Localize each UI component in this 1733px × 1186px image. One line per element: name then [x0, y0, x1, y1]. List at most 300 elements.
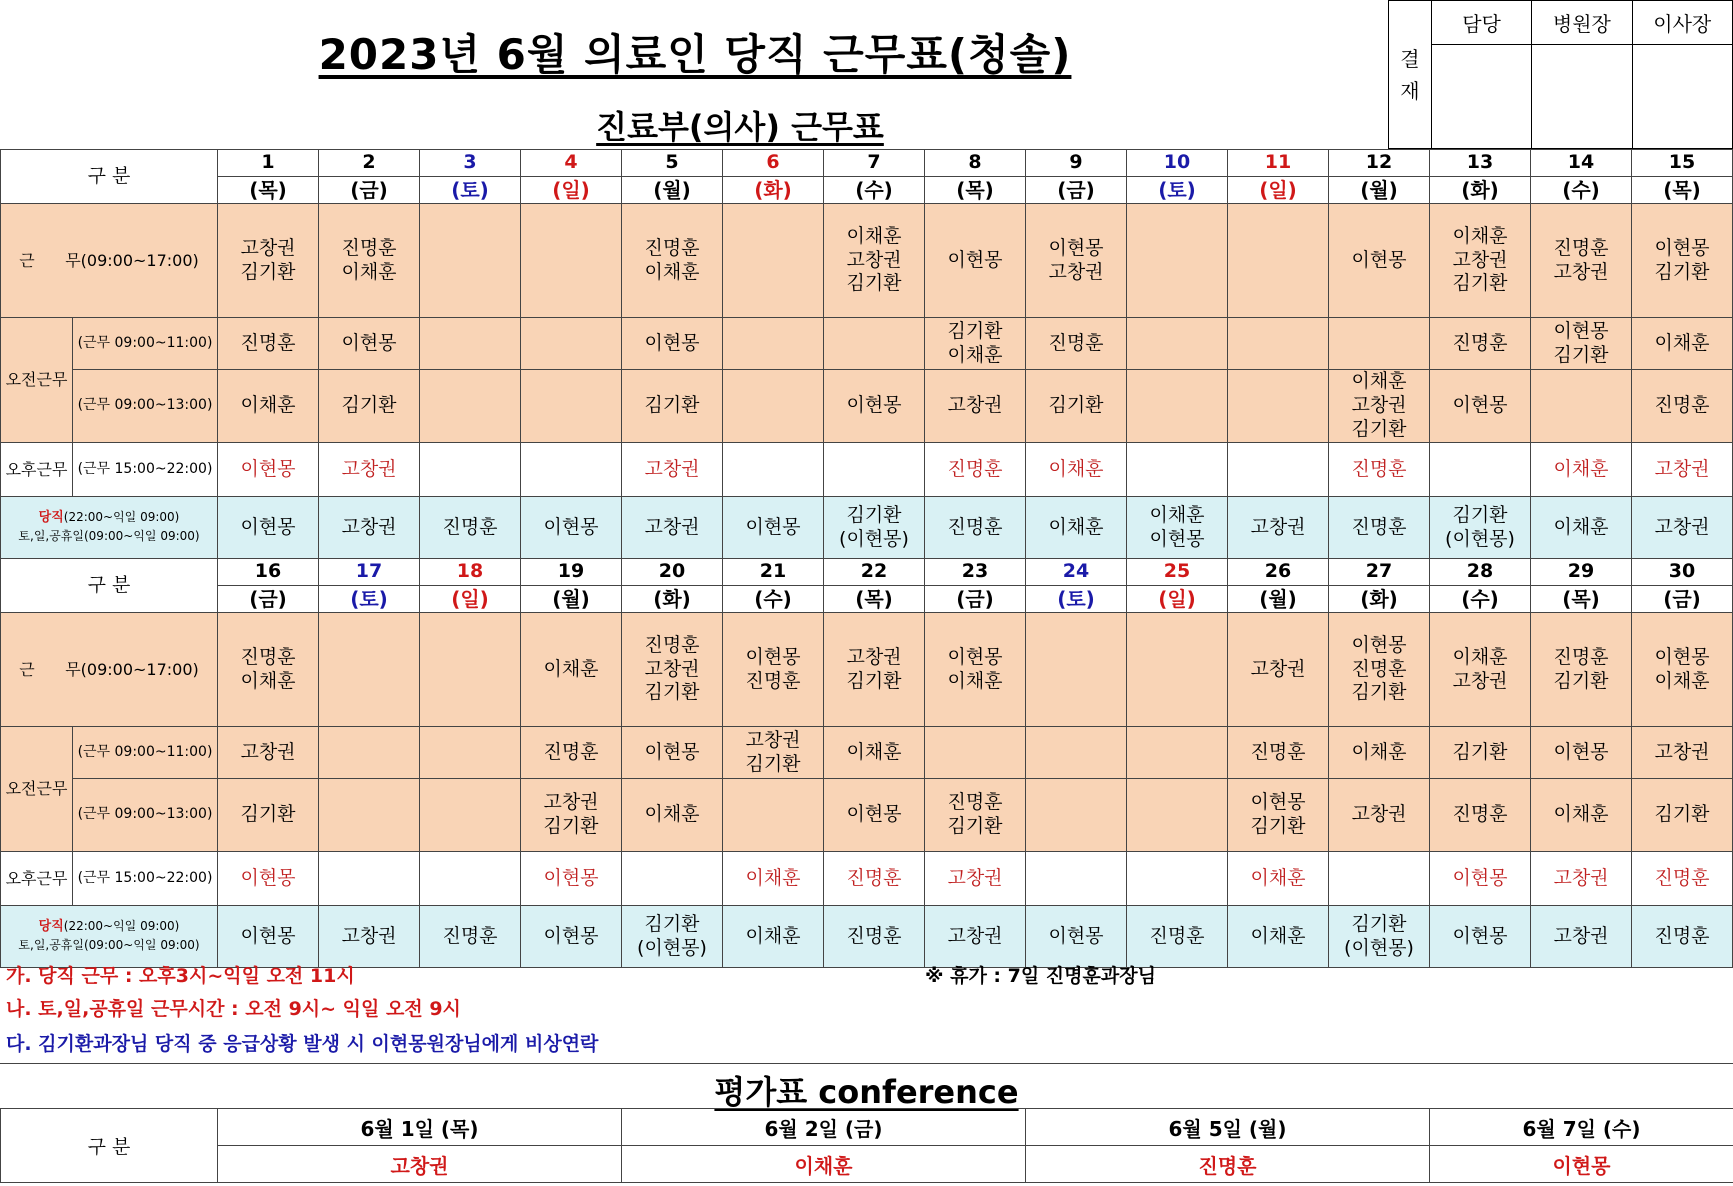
staff-name: 이현몽	[240, 515, 296, 538]
staff-name: 고창권	[1048, 260, 1104, 283]
label-duty-title: 당직	[38, 919, 64, 935]
staff-name: 이현몽	[1452, 394, 1508, 417]
staff-name: 진명훈	[543, 740, 599, 763]
shift-cell-morning2[interactable]	[1632, 370, 1733, 443]
shift-cell-duty[interactable]	[622, 906, 723, 968]
shift-cell-duty[interactable]	[1329, 906, 1430, 968]
shift-cell-afternoon[interactable]	[218, 443, 319, 497]
weekday-label: (금)	[925, 586, 1026, 613]
shift-cell-afternoon[interactable]	[1127, 852, 1228, 906]
day-number: 2	[319, 150, 420, 177]
shift-cell-duty[interactable]	[925, 906, 1026, 968]
shift-cell-work[interactable]	[1531, 204, 1632, 318]
staff-name: 김기환	[1351, 681, 1407, 704]
staff-name: 김기환	[846, 272, 902, 295]
shift-cell-duty[interactable]	[420, 497, 521, 559]
staff-name: 김기환	[1048, 394, 1104, 417]
shift-cell-work[interactable]	[1632, 613, 1733, 727]
shift-cell-duty[interactable]	[1430, 906, 1531, 968]
shift-cell-morning1[interactable]	[925, 727, 1026, 779]
staff-name: 진명훈	[1654, 924, 1710, 947]
shift-cell-work[interactable]	[1026, 204, 1127, 318]
staff-name: 이현몽	[240, 866, 296, 889]
staff-name: 이채훈	[644, 803, 700, 826]
shift-cell-morning1[interactable]	[1329, 727, 1430, 779]
shift-cell-morning1[interactable]	[622, 318, 723, 370]
shift-cell-work[interactable]	[824, 613, 925, 727]
label-duty-holiday: 토,일,공휴일(09:00~익일 09:00)	[18, 529, 200, 544]
shift-cell-morning1[interactable]	[1430, 318, 1531, 370]
shift-cell-morning2[interactable]	[1430, 370, 1531, 443]
shift-cell-morning2[interactable]	[824, 779, 925, 852]
staff-name: 고창권	[644, 457, 700, 480]
shift-cell-duty[interactable]	[1127, 497, 1228, 559]
shift-cell-work[interactable]	[622, 204, 723, 318]
weekday-label: (수)	[723, 586, 824, 613]
divider	[0, 1063, 1733, 1064]
shift-cell-afternoon[interactable]	[1531, 852, 1632, 906]
shift-cell-morning1[interactable]	[218, 318, 319, 370]
shift-cell-morning1[interactable]	[723, 727, 824, 779]
shift-cell-morning1[interactable]	[1531, 318, 1632, 370]
shift-cell-duty[interactable]	[1430, 497, 1531, 559]
shift-cell-morning1[interactable]	[1228, 318, 1329, 370]
staff-name: 이채훈	[1149, 503, 1205, 526]
shift-cell-work[interactable]	[1531, 613, 1632, 727]
shift-cell-work[interactable]	[420, 204, 521, 318]
shift-cell-morning1[interactable]	[218, 727, 319, 779]
shift-cell-morning1[interactable]	[824, 727, 925, 779]
schedule-table	[0, 149, 1733, 968]
weekday-label: (수)	[824, 177, 925, 204]
shift-cell-morning2[interactable]	[1329, 779, 1430, 852]
shift-cell-work[interactable]	[1026, 613, 1127, 727]
shift-cell-duty[interactable]	[622, 497, 723, 559]
staff-name: 이채훈	[947, 669, 1003, 692]
day-number: 24	[1026, 559, 1127, 586]
staff-name: 고창권	[1553, 924, 1609, 947]
shift-cell-morning2[interactable]	[1228, 370, 1329, 443]
shift-cell-morning2[interactable]	[824, 370, 925, 443]
staff-name: 고창권	[341, 515, 397, 538]
shift-cell-afternoon[interactable]	[521, 443, 622, 497]
approval-sign-chairman[interactable]	[1632, 45, 1732, 149]
staff-name: 이현몽	[745, 645, 801, 668]
shift-cell-work[interactable]	[1127, 204, 1228, 318]
staff-name: 이현몽	[947, 645, 1003, 668]
weekday-label: (목)	[1531, 586, 1632, 613]
shift-cell-work[interactable]	[1228, 204, 1329, 318]
staff-name: 김기환	[1553, 669, 1609, 692]
shift-cell-morning1[interactable]	[1127, 318, 1228, 370]
shift-cell-work[interactable]	[1329, 204, 1430, 318]
shift-cell-morning2[interactable]	[1127, 370, 1228, 443]
shift-cell-morning2[interactable]	[1329, 370, 1430, 443]
staff-name: 김기환	[745, 752, 801, 775]
day-number: 10	[1127, 150, 1228, 177]
shift-cell-morning1[interactable]	[1228, 727, 1329, 779]
shift-cell-duty[interactable]	[319, 497, 420, 559]
shift-cell-morning1[interactable]	[319, 318, 420, 370]
shift-cell-morning2[interactable]	[218, 779, 319, 852]
label-morning-2	[73, 779, 218, 852]
shift-cell-morning2[interactable]	[622, 779, 723, 852]
shift-cell-morning2[interactable]	[925, 370, 1026, 443]
label-afternoon-text: (근무 15:00~22:00)	[77, 869, 213, 886]
shift-cell-morning2[interactable]	[723, 370, 824, 443]
label-afternoon-group-text: 오후근무	[5, 459, 68, 479]
shift-cell-morning1[interactable]	[622, 727, 723, 779]
shift-cell-morning1[interactable]	[521, 318, 622, 370]
staff-name: 고창권	[1250, 657, 1306, 680]
day-number: 12	[1329, 150, 1430, 177]
shift-cell-afternoon[interactable]	[622, 852, 723, 906]
conference-date: 6월 1일 (목)	[218, 1109, 622, 1146]
shift-cell-morning2[interactable]	[1430, 779, 1531, 852]
shift-cell-afternoon[interactable]	[1026, 443, 1127, 497]
staff-name: 이현몽	[240, 457, 296, 480]
day-number: 20	[622, 559, 723, 586]
day-number: 5	[622, 150, 723, 177]
shift-cell-morning2[interactable]	[1026, 779, 1127, 852]
staff-name: 김기환	[947, 815, 1003, 837]
staff-name: 고창권	[543, 791, 599, 814]
label-morning-group-text: 오전근무	[5, 779, 68, 798]
weekday-label: (월)	[1329, 177, 1430, 204]
shift-cell-duty[interactable]	[521, 497, 622, 559]
shift-cell-work[interactable]	[218, 204, 319, 318]
shift-cell-afternoon[interactable]	[319, 852, 420, 906]
label-morning-group	[1, 318, 73, 443]
shift-cell-afternoon[interactable]	[1531, 443, 1632, 497]
shift-cell-work[interactable]	[319, 204, 420, 318]
staff-name: 김기환	[1452, 740, 1508, 763]
shift-cell-duty[interactable]	[1329, 497, 1430, 559]
shift-cell-morning1[interactable]	[925, 318, 1026, 370]
shift-cell-duty[interactable]	[723, 497, 824, 559]
day-number: 19	[521, 559, 622, 586]
weekday-label: (월)	[622, 177, 723, 204]
staff-name: 이현몽	[543, 515, 599, 538]
staff-name: 이채훈	[1048, 457, 1104, 480]
shift-cell-work[interactable]	[1632, 204, 1733, 318]
shift-cell-morning2[interactable]	[420, 779, 521, 852]
shift-cell-morning2[interactable]	[218, 370, 319, 443]
weekday-label: (토)	[1026, 586, 1127, 613]
shift-cell-afternoon[interactable]	[420, 443, 521, 497]
shift-cell-work[interactable]	[1430, 613, 1531, 727]
staff-name: 이채훈	[1654, 331, 1710, 354]
staff-name: 이채훈	[745, 866, 801, 889]
note-emergency-contact: 다. 김기환과장님 당직 중 응급상황 발생 시 이현몽원장님에게 비상연락	[6, 1033, 599, 1055]
shift-cell-work[interactable]	[723, 613, 824, 727]
shift-cell-work[interactable]	[1430, 204, 1531, 318]
shift-cell-work[interactable]	[218, 613, 319, 727]
staff-name: 고창권	[1553, 866, 1609, 889]
staff-name: 이현몽	[745, 515, 801, 538]
label-morning-1-text: (근무 09:00~11:00)	[77, 334, 213, 351]
staff-name: 김기환	[947, 319, 1003, 342]
shift-cell-work[interactable]	[925, 204, 1026, 318]
shift-cell-morning2[interactable]	[1531, 779, 1632, 852]
shift-cell-morning1[interactable]	[521, 727, 622, 779]
day-number: 6	[723, 150, 824, 177]
shift-cell-morning2[interactable]	[723, 779, 824, 852]
weekday-label: (화)	[622, 586, 723, 613]
staff-name: 진명훈	[1351, 457, 1407, 480]
shift-cell-work[interactable]	[925, 613, 1026, 727]
shift-cell-duty[interactable]	[1228, 497, 1329, 559]
label-duty-hours: (22:00~익일 09:00)	[63, 510, 180, 525]
shift-cell-afternoon[interactable]	[1632, 852, 1733, 906]
shift-cell-morning2[interactable]	[420, 370, 521, 443]
staff-name: 고창권	[1654, 515, 1710, 538]
staff-name: 진명훈	[947, 515, 1003, 538]
day-number: 22	[824, 559, 925, 586]
staff-name: 고창권	[1654, 740, 1710, 763]
shift-cell-work[interactable]	[521, 613, 622, 727]
staff-name: 이현몽	[846, 394, 902, 417]
shift-cell-duty[interactable]	[1632, 906, 1733, 968]
shift-cell-duty[interactable]	[1531, 497, 1632, 559]
staff-name: 이채훈	[846, 224, 902, 247]
shift-cell-work[interactable]	[723, 204, 824, 318]
staff-name: 진명훈	[240, 645, 296, 668]
label-duty-holiday: 토,일,공휴일(09:00~익일 09:00)	[18, 938, 200, 953]
shift-cell-duty[interactable]	[925, 497, 1026, 559]
approval-sign-manager[interactable]	[1431, 45, 1531, 149]
shift-cell-afternoon[interactable]	[319, 443, 420, 497]
shift-cell-work[interactable]	[420, 613, 521, 727]
shift-cell-morning1[interactable]	[1026, 727, 1127, 779]
shift-cell-afternoon[interactable]	[1228, 443, 1329, 497]
staff-name: 이채훈	[240, 669, 296, 692]
staff-name: 김기환	[240, 803, 296, 826]
shift-cell-duty[interactable]	[521, 906, 622, 968]
weekday-label: (금)	[319, 177, 420, 204]
shift-cell-morning1[interactable]	[1026, 318, 1127, 370]
label-work	[1, 204, 218, 318]
shift-cell-morning2[interactable]	[1228, 779, 1329, 852]
shift-cell-afternoon[interactable]	[925, 852, 1026, 906]
header-label: 구 분	[1, 559, 218, 613]
label-afternoon	[73, 443, 218, 497]
shift-cell-afternoon[interactable]	[925, 443, 1026, 497]
shift-cell-morning1[interactable]	[1127, 727, 1228, 779]
staff-name: 고창권	[745, 728, 801, 751]
day-number: 15	[1632, 150, 1733, 177]
label-morning-2-text: (근무 09:00~13:00)	[77, 806, 213, 823]
staff-name: (이현몽)	[1344, 936, 1414, 959]
shift-cell-work[interactable]	[622, 613, 723, 727]
shift-cell-duty[interactable]	[319, 906, 420, 968]
label-duty-title: 당직	[38, 510, 64, 526]
shift-cell-afternoon[interactable]	[1329, 443, 1430, 497]
shift-cell-work[interactable]	[824, 204, 925, 318]
shift-cell-afternoon[interactable]	[1430, 852, 1531, 906]
staff-name: 이현몽	[1351, 633, 1407, 656]
shift-cell-morning1[interactable]	[824, 318, 925, 370]
staff-name: 고창권	[240, 236, 296, 259]
shift-cell-morning1[interactable]	[420, 727, 521, 779]
staff-name: 이채훈	[1351, 740, 1407, 763]
shift-cell-duty[interactable]	[218, 497, 319, 559]
staff-name: 진명훈	[846, 924, 902, 947]
staff-name: 고창권	[1654, 457, 1710, 480]
approval-label: 결 재	[1389, 1, 1432, 149]
shift-cell-duty[interactable]	[723, 906, 824, 968]
label-morning-group-text: 오전근무	[5, 370, 68, 389]
shift-cell-duty[interactable]	[1228, 906, 1329, 968]
weekday-label: (금)	[218, 586, 319, 613]
page-title: 2023년 6월 의료인 당직 근무표(청솔)	[318, 30, 1072, 79]
shift-cell-morning2[interactable]	[925, 779, 1026, 852]
shift-cell-morning1[interactable]	[1430, 727, 1531, 779]
staff-name: 고창권	[1553, 260, 1609, 283]
shift-cell-morning2[interactable]	[1531, 370, 1632, 443]
weekday-label: (월)	[1228, 586, 1329, 613]
staff-name: 고창권	[846, 248, 902, 271]
shift-cell-morning2[interactable]	[1026, 370, 1127, 443]
shift-cell-work[interactable]	[521, 204, 622, 318]
shift-cell-afternoon[interactable]	[622, 443, 723, 497]
shift-cell-afternoon[interactable]	[1127, 443, 1228, 497]
shift-cell-work[interactable]	[1228, 613, 1329, 727]
shift-cell-afternoon[interactable]	[824, 443, 925, 497]
staff-name: 고창권	[947, 394, 1003, 417]
label-afternoon	[73, 852, 218, 906]
shift-cell-duty[interactable]	[1127, 906, 1228, 968]
shift-cell-morning2[interactable]	[319, 779, 420, 852]
shift-cell-morning1[interactable]	[1632, 318, 1733, 370]
staff-name: 김기환	[1351, 417, 1407, 440]
staff-name: 이현몽	[1149, 527, 1205, 550]
shift-cell-afternoon[interactable]	[723, 443, 824, 497]
day-number: 8	[925, 150, 1026, 177]
shift-cell-morning1[interactable]	[319, 727, 420, 779]
staff-name: 김기환	[240, 260, 296, 283]
shift-cell-morning2[interactable]	[1127, 779, 1228, 852]
shift-cell-afternoon[interactable]	[824, 852, 925, 906]
shift-cell-morning2[interactable]	[319, 370, 420, 443]
staff-name: 고창권	[1351, 803, 1407, 826]
weekday-label: (목)	[1632, 177, 1733, 204]
shift-cell-morning1[interactable]	[1329, 318, 1430, 370]
staff-name: 진명훈	[1351, 657, 1407, 680]
conference-presenter: 이현몽	[1430, 1146, 1733, 1183]
shift-cell-afternoon[interactable]	[420, 852, 521, 906]
shift-cell-duty[interactable]	[1026, 906, 1127, 968]
staff-name: 이채훈	[240, 394, 296, 417]
staff-name: 김기환	[1654, 260, 1710, 283]
staff-name: 김기환	[644, 681, 700, 704]
shift-cell-work[interactable]	[1127, 613, 1228, 727]
day-number: 23	[925, 559, 1026, 586]
shift-cell-afternoon[interactable]	[218, 852, 319, 906]
day-number: 9	[1026, 150, 1127, 177]
shift-cell-duty[interactable]	[1632, 497, 1733, 559]
conference-date: 6월 7일 (수)	[1430, 1109, 1733, 1146]
approval-col-director: 병원장	[1532, 1, 1632, 45]
shift-cell-afternoon[interactable]	[1026, 852, 1127, 906]
staff-name: 김기환	[846, 503, 902, 526]
label-duty	[1, 497, 218, 559]
staff-name: 진명훈	[1452, 331, 1508, 354]
staff-name: 이채훈	[1452, 224, 1508, 247]
staff-name: 김기환	[543, 815, 599, 837]
weekday-label: (목)	[218, 177, 319, 204]
shift-cell-afternoon[interactable]	[1329, 852, 1430, 906]
shift-cell-duty[interactable]	[420, 906, 521, 968]
shift-cell-morning2[interactable]	[521, 370, 622, 443]
staff-name: 진명훈	[1048, 331, 1104, 354]
note-duty-hours: 가. 당직 근무 : 오후3시~익일 오전 11시	[6, 965, 355, 987]
staff-name: 이채훈	[341, 260, 397, 283]
approval-col-chairman: 이사장	[1632, 1, 1732, 45]
staff-name: 이현몽	[1452, 866, 1508, 889]
conference-presenter: 진명훈	[1026, 1146, 1430, 1183]
approval-sign-director[interactable]	[1532, 45, 1632, 149]
shift-cell-afternoon[interactable]	[1632, 443, 1733, 497]
shift-cell-morning2[interactable]	[622, 370, 723, 443]
staff-name: 진명훈	[846, 866, 902, 889]
shift-cell-duty[interactable]	[1026, 497, 1127, 559]
shift-cell-duty[interactable]	[1531, 906, 1632, 968]
staff-name: 이채훈	[1452, 645, 1508, 668]
shift-cell-morning1[interactable]	[420, 318, 521, 370]
weekday-label: (일)	[1127, 586, 1228, 613]
staff-name: 고창권	[1351, 394, 1407, 417]
staff-name: 이채훈	[644, 260, 700, 283]
day-number: 30	[1632, 559, 1733, 586]
shift-cell-morning1[interactable]	[723, 318, 824, 370]
staff-name: 고창권	[947, 866, 1003, 889]
shift-cell-morning2[interactable]	[1632, 779, 1733, 852]
shift-cell-duty[interactable]	[218, 906, 319, 968]
shift-cell-work[interactable]	[319, 613, 420, 727]
label-morning-2	[73, 370, 218, 443]
day-number: 18	[420, 559, 521, 586]
staff-name: 이채훈	[1553, 803, 1609, 826]
shift-cell-morning1[interactable]	[1632, 727, 1733, 779]
weekday-label: (일)	[1228, 177, 1329, 204]
weekday-label: (수)	[1531, 177, 1632, 204]
shift-cell-work[interactable]	[1329, 613, 1430, 727]
shift-cell-afternoon[interactable]	[723, 852, 824, 906]
shift-cell-duty[interactable]	[824, 906, 925, 968]
staff-name: 진명훈	[341, 236, 397, 259]
staff-name: 진명훈	[1654, 866, 1710, 889]
shift-cell-afternoon[interactable]	[1228, 852, 1329, 906]
label-morning-1-text: (근무 09:00~11:00)	[77, 743, 213, 760]
label-morning-1	[73, 318, 218, 370]
staff-name: 진명훈	[442, 924, 498, 947]
weekday-label: (일)	[420, 586, 521, 613]
staff-name: 이현몽	[644, 331, 700, 354]
label-morning-group	[1, 727, 73, 852]
shift-cell-morning2[interactable]	[521, 779, 622, 852]
conference-table	[0, 1108, 1733, 1183]
weekday-label: (토)	[1127, 177, 1228, 204]
staff-name: 이현몽	[644, 740, 700, 763]
shift-cell-duty[interactable]	[824, 497, 925, 559]
shift-cell-morning1[interactable]	[1531, 727, 1632, 779]
shift-cell-afternoon[interactable]	[521, 852, 622, 906]
staff-name: 이현몽	[1654, 236, 1710, 259]
shift-cell-afternoon[interactable]	[1430, 443, 1531, 497]
staff-name: 이채훈	[745, 924, 801, 947]
staff-name: 이현몽	[1250, 791, 1306, 814]
